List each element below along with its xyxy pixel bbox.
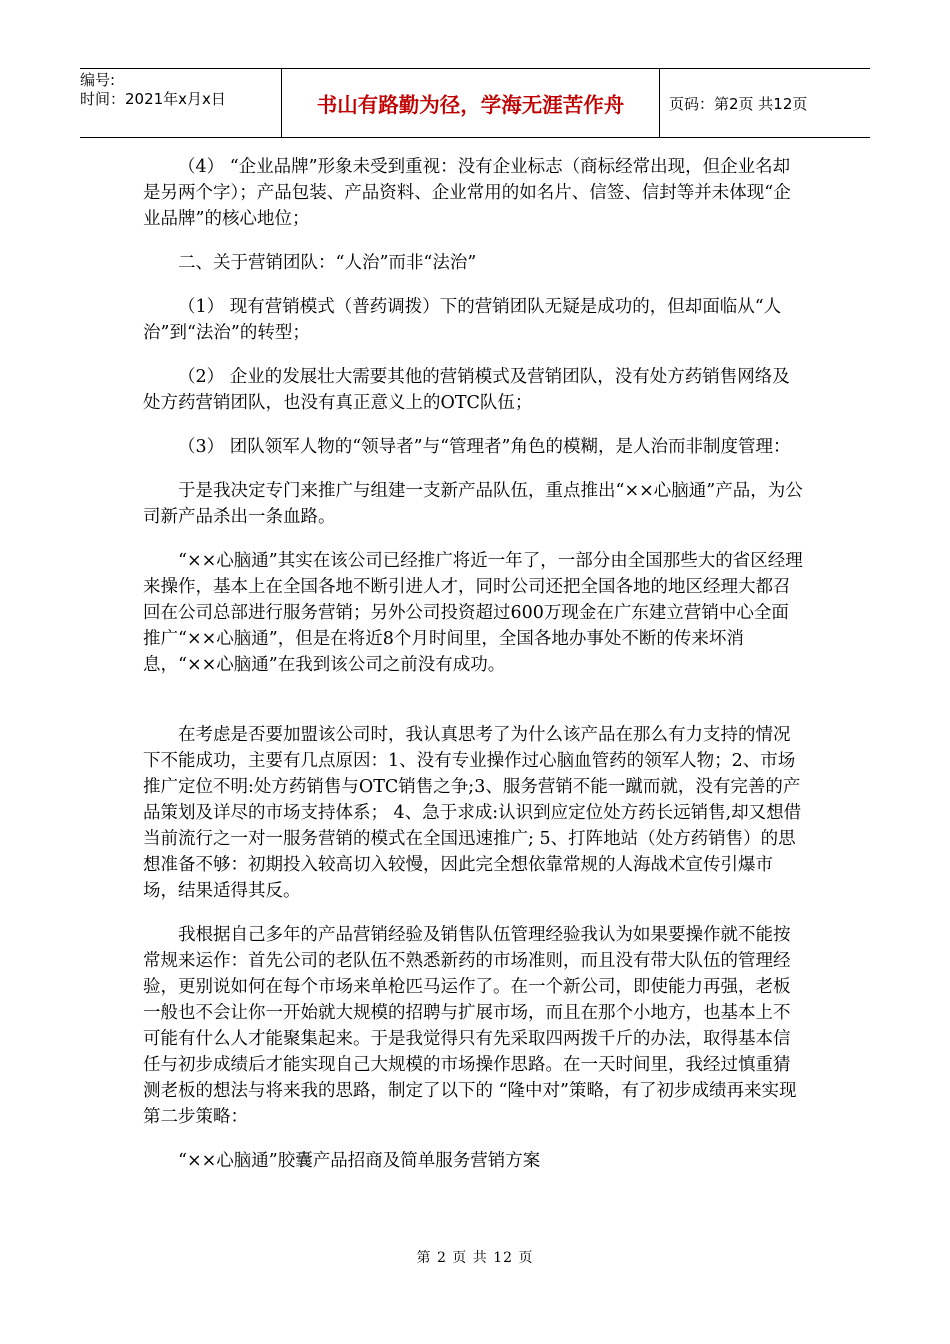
paragraph-plan-title: “××心脑通”胶囊产品招商及简单服务营销方案 (178, 1151, 541, 1171)
paragraph-point-3: （3） 团队领军人物的“领导者”与“管理者”角色的模糊，是人治而非制度管理： (178, 437, 791, 457)
document-body (143, 154, 803, 1192)
paragraph-product-history: “××心脑通”其实在该公司已经推广将近一年了，一部分由全国那些大的省区经理来操作，基本上在全国各地不断引进人才，同时公司还把全国各地的地区经理大都召回在公司总部进行服务营销；另外公司投资超过600万现金在广东建立营销中心全面推广“××心脑通”，但是在将近8个月时间里，全国各地办事处不断的传来坏消息，“××心脑通”在我到该公司之前没有成功。 (143, 551, 803, 675)
paragraph-failure-reasons: 在考虑是否要加盟该公司时，我认真思考了为什么该产品在那么有力支持的情况下不能成功，主要有几点原因：1、没有专业操作过心脑血管药的领军人物；2、市场推广定位不明:处方药销售与OTC销售之争;3、服务营销不能一蹴而就，没有完善的产品策划及详尽的市场支持体系； 4、急于求成:认识到应定位处方药长远销售,却又想借当前流行之一对一服务营销的模式在全国迅速推广; 5、打阵地站（处方药销售）的思想准备不够：初期投入较高切入较慢，因此完全想依靠常规的人海战术宣传引爆市场，结果适得其反。 (143, 725, 802, 901)
document-number-label: 编号: (80, 71, 116, 89)
document-date: 时间：2021年x月x日 (80, 90, 226, 108)
page-header (80, 68, 870, 138)
paragraph-brand-image: （4） “企业品牌”形象未受到重视：没有企业标志（商标经常出现，但企业名却是另两个字）；产品包装、产品资料、企业常用的如名片、信签、信封等并未体现“企业品牌”的核心地位； (143, 157, 791, 229)
header-meta (80, 69, 282, 137)
header-motto: 书山有路勤为径，学海无涯苦作舟 (282, 69, 660, 137)
paragraph-point-1: （1） 现有营销模式（普药调拨）下的营销团队无疑是成功的，但却面临从“人治”到“法治”的转型； (143, 297, 782, 343)
section-heading-sales-team: 二、关于营销团队：“人治”而非“法治” (178, 253, 477, 273)
page-footer: 第 2 页 共 12 页 (416, 1250, 534, 1266)
header-page-info: 页码：第2页 共12页 (669, 94, 808, 113)
paragraph-point-2: （2） 企业的发展壮大需要其他的营销模式及营销团队，没有处方药销售网络及处方药营销团队，也没有真正意义上的OTC队伍； (143, 367, 790, 413)
paragraph-strategy: 我根据自己多年的产品营销经验及销售队伍管理经验我认为如果要操作就不能按常规来运作：首先公司的老队伍不熟悉新药的市场准则，而且没有带大队伍的管理经验，更别说如何在每个市场来单枪匹马运作了。在一个新公司，即使能力再强，老板一般也不会让你一开始就大规模的招聘与扩展市场，而且在那个小地方，也基本上不可能有什么人才能聚集起来。于是我觉得只有先采取四两拨千斤的办法，取得基本信任与初步成绩后才能实现自己大规模的市场操作思路。在一天时间里，我经过慎重猜测老板的想法与将来我的思路，制定了以下的 “隆中对”策略，有了初步成绩再来实现第二步策略： (143, 925, 797, 1127)
paragraph-decision: 于是我决定专门来推广与组建一支新产品队伍，重点推出“××心脑通”产品，为公司新产品杀出一条血路。 (143, 481, 803, 527)
